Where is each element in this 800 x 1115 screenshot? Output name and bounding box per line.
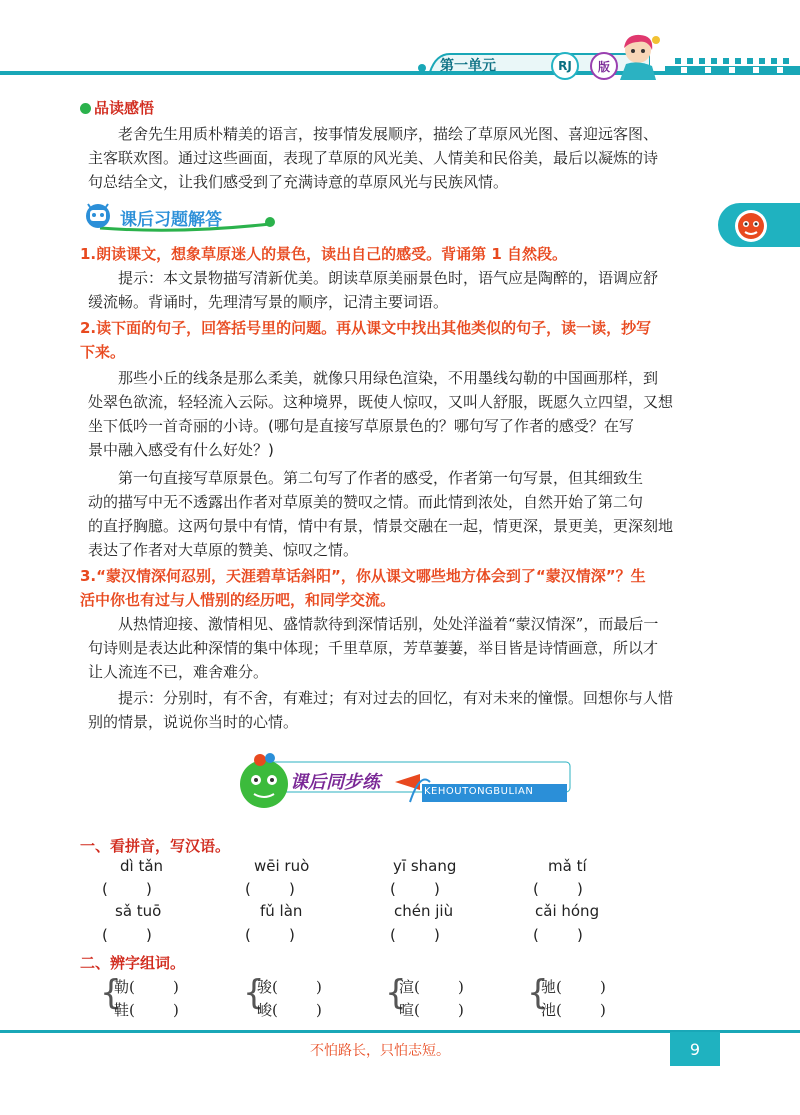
practice-banner-title: 课后同步练 — [290, 772, 380, 793]
answer-3-hint — [88, 686, 728, 734]
text-line: 主客联欢图。通过这些画面，表现了草原的风光美、人情美和民俗美，最后以凝炼的诗 — [88, 149, 659, 167]
word-item[interactable]: 渲( ) — [399, 978, 464, 996]
answer-1 — [88, 266, 728, 314]
mascot-girl-icon — [608, 30, 668, 82]
pinyin-item: cǎi hóng — [535, 902, 600, 920]
green-dot-icon — [80, 103, 91, 114]
word-item[interactable]: 池( ) — [541, 1001, 606, 1019]
cartoon-face-icon — [732, 206, 770, 244]
text-line: 坐下低吟一首奇丽的小诗。(哪句是直接写草原景色的？哪句写了作者的感受？在写 — [88, 417, 634, 435]
pinyin-item: sǎ tuō — [115, 902, 162, 920]
word-item[interactable]: 骏( ) — [257, 978, 322, 996]
edition-badge: 版 — [590, 52, 618, 80]
text-line: 缓流畅。背诵时，先理清写景的顺序，记清主要词语。 — [88, 293, 449, 311]
text-line: 表达了作者对大草原的赞美、惊叹之情。 — [88, 541, 359, 559]
text-line: 3.“蒙汉情深何忍别，天涯碧草话斜阳”，你从课文哪些地方体会到了“蒙汉情深”？生 — [80, 567, 646, 585]
text-line: 老舍先生用质朴精美的语言，按事情发展顺序，描绘了草原风光图、喜迎远客图、 — [118, 125, 659, 143]
appreciation-title: 品读感悟 — [94, 99, 155, 117]
text-line: 别的情景，说说你当时的心情。 — [88, 713, 299, 731]
answer-blank[interactable]: ( ) — [390, 880, 440, 898]
section-2-title: 二、辨字组词。 — [80, 954, 186, 972]
quote-passage — [88, 366, 728, 462]
answer-3 — [88, 612, 728, 684]
word-item[interactable]: 驰( ) — [541, 978, 606, 996]
text-line: 从热情迎接、激情相见、盛情款待到深情话别，处处洋溢着“蒙汉情深”，而最后一 — [118, 615, 659, 633]
pinyin-item: yī shang — [393, 857, 457, 875]
text-line: 2.读下面的句子，回答括号里的问题。再从课文中找出其他类似的句子，读一读，抄写 — [80, 319, 652, 337]
footer-motto: 不怕路长，只怕志短。 — [310, 1043, 450, 1059]
checker-decoration — [665, 56, 800, 78]
appreciation-heading — [80, 97, 154, 118]
answer-blank[interactable]: ( ) — [245, 880, 295, 898]
text-line: 活中你也有过与人惜别的经历吧，和同学交流。 — [80, 591, 396, 609]
pinyin-item: chén jiù — [394, 902, 454, 920]
brace-icon: { — [527, 973, 549, 1013]
text-line: 句总结全文，让我们感受到了充满诗意的草原风光与民族风情。 — [88, 173, 509, 191]
brace-icon: { — [385, 973, 407, 1013]
answer-blank[interactable]: ( ) — [390, 926, 440, 944]
word-item[interactable]: 鞋( ) — [114, 1001, 179, 1019]
section-1-title: 一、看拼音，写汉语。 — [80, 837, 231, 855]
pinyin-item: fǔ làn — [260, 902, 303, 920]
text-line: 句诗则是表达此种深情的集中体现；千里草原，芳草萋萋，举目皆是诗情画意，所以才 — [88, 639, 659, 657]
answer-blank[interactable]: ( ) — [533, 926, 583, 944]
exercises-banner-title: 课后习题解答 — [120, 210, 222, 230]
appreciation-paragraph — [88, 122, 728, 194]
unit-title: 第一单元 — [440, 58, 496, 74]
page-number: 9 — [670, 1032, 720, 1066]
rj-badge: RJ — [551, 52, 579, 80]
answer-blank[interactable]: ( ) — [102, 880, 152, 898]
brace-icon: { — [243, 973, 265, 1013]
word-item[interactable]: 勒( ) — [114, 978, 179, 996]
answer-2 — [88, 466, 728, 562]
answer-blank[interactable]: ( ) — [102, 926, 152, 944]
word-item[interactable]: 喧( ) — [399, 1001, 464, 1019]
pinyin-item: mǎ tí — [548, 857, 587, 875]
text-line: 景中融入感受有什么好处？) — [88, 441, 274, 459]
word-item[interactable]: 峻( ) — [257, 1001, 322, 1019]
text-line: 动的描写中无不透露出作者对草原美的赞叹之情。而此情到浓处，自然开始了第二句 — [88, 493, 644, 511]
answer-blank[interactable]: ( ) — [245, 926, 295, 944]
pinyin-item: wēi ruò — [254, 857, 310, 875]
question-1: 1.朗读课文，想象草原迷人的景色，读出自己的感受。背诵第 1 自然段。 — [80, 245, 568, 263]
text-line: 让人流连不已，难舍难分。 — [88, 663, 269, 681]
text-line: 处翠色欲流，轻轻流入云际。这种境界，既使人惊叹，又叫人舒服，既愿久立四望，又想 — [88, 393, 674, 411]
practice-banner-subtitle: KEHOUTONGBULIAN — [424, 786, 534, 797]
question-2 — [80, 316, 740, 364]
text-line: 那些小丘的线条是那么柔美，就像只用绿色渲染，不用墨线勾勒的中国画那样，到 — [118, 369, 659, 387]
text-line: 第一句直接写草原景色。第二句写了作者的感受，作者第一句写景，但其细致生 — [118, 469, 644, 487]
question-3 — [80, 564, 740, 612]
text-line: 的直抒胸臆。这两句景中有情，情中有景，情景交融在一起，情更深，景更美，更深刻地 — [88, 517, 674, 535]
practice-banner-graphic — [230, 752, 580, 816]
text-line: 提示：本文景物描写清新优美。朗读草原美丽景色时，语气应是陶醉的，语调应舒 — [118, 269, 659, 287]
brace-icon: { — [100, 973, 122, 1013]
pinyin-item: dì tǎn — [120, 857, 164, 875]
text-line: 下来。 — [80, 343, 126, 361]
answer-blank[interactable]: ( ) — [533, 880, 583, 898]
text-line: 提示：分别时，有不舍，有难过；有对过去的回忆，有对未来的憧憬。回想你与人惜 — [118, 689, 674, 707]
